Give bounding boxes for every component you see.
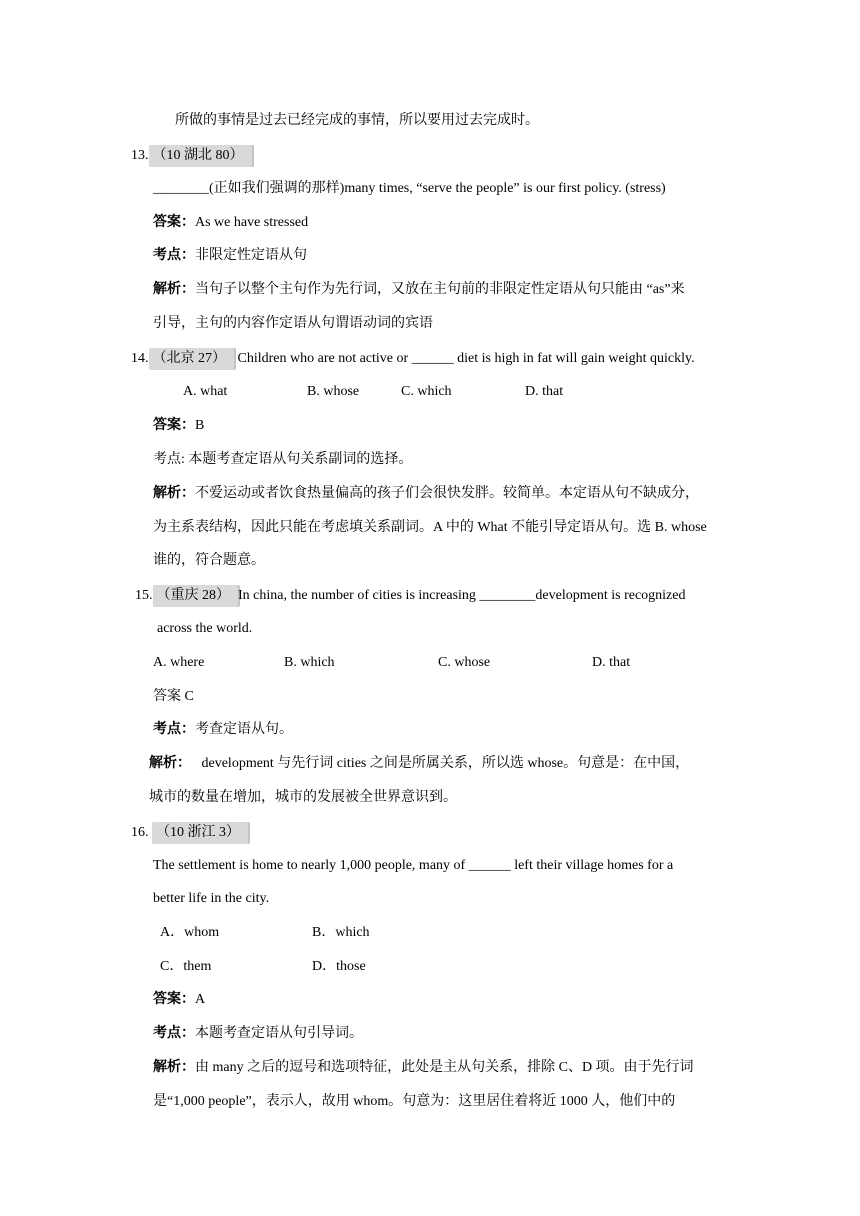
answer-label: 答案： — [153, 418, 195, 433]
question-14-option-a: A. what — [183, 384, 228, 399]
answer-value: B — [195, 418, 205, 433]
question-15-analysis-line2: 城市的数量在增加，城市的发展被全世界意识到。 — [149, 790, 457, 805]
question-text: diet is high in fat will gain weight quickly. — [457, 351, 695, 366]
question-number: 16. — [131, 825, 149, 840]
question-13-analysis-line2: 引导，主句的内容作定语从句谓语动词的宾语 — [153, 316, 433, 331]
question-text: (正如我们强调的那样)many times, “serve the people” is our first policy. (stress) — [209, 181, 666, 196]
question-14-stem — [131, 348, 695, 370]
question-text: In china, the number of cities is increasing ________development is recognized — [238, 588, 686, 603]
question-16-answer — [153, 990, 205, 1010]
source-tag: （北京 27） — [149, 348, 235, 370]
question-16-header — [131, 822, 248, 844]
point-label: 考点： — [153, 248, 195, 263]
question-text: Children who are not active or — [237, 351, 409, 366]
question-16-stem — [153, 856, 673, 876]
question-16-stem-line2: better life in the city. — [153, 891, 270, 906]
question-13-header — [131, 145, 252, 167]
question-14-option-d: D. that — [525, 384, 564, 399]
question-14-analysis-line2: 为主系表结构，因此只能在考虑填关系副词。A 中的 What 不能引导定语从句。选 B. whose — [153, 520, 707, 535]
point-text: 考查定语从句。 — [195, 722, 293, 737]
analysis-text: 由 many 之后的逗号和选项特征，此处是主从句关系，排除 C、D 项。由于先行词 — [195, 1060, 694, 1075]
question-text: The settlement is home to nearly 1,000 people, many of — [153, 858, 466, 873]
point-label: 考点： — [153, 722, 195, 737]
question-number: 14. — [131, 351, 149, 366]
source-tag: （重庆 28） — [153, 585, 239, 607]
question-15-analysis-line1 — [149, 754, 689, 774]
point-text: 非限定性定语从句 — [195, 248, 307, 263]
question-15-option-a: A. where — [153, 655, 205, 670]
answer-label: 答案： — [153, 215, 195, 230]
question-number: 13. — [131, 148, 149, 163]
answer-value: A — [195, 992, 206, 1007]
question-13-point — [153, 246, 307, 266]
answer-blank: ______ — [411, 351, 454, 366]
question-15-point — [153, 720, 293, 740]
q12-explanation-tail: 所做的事情是过去已经完成的事情，所以要用过去完成时。 — [175, 113, 539, 128]
question-14-analysis-line1 — [153, 484, 699, 504]
answer-blank: ________ — [153, 181, 209, 196]
source-tag: （10 浙江 3） — [152, 822, 248, 844]
question-14-option-b: B. whose — [307, 384, 360, 399]
question-15-answer: 答案 C — [153, 689, 194, 704]
question-15-stem — [135, 585, 685, 607]
question-14-analysis-line3: 谁的，符合题意。 — [153, 553, 265, 568]
point-label: 考点： — [153, 1026, 195, 1041]
question-16-analysis-line2: 是“1,000 people”，表示人，故用 whom。句意为：这里居住着将近 1000 人，他们中的 — [153, 1094, 676, 1109]
question-16-option-b: B．which — [312, 925, 370, 940]
question-15-option-b: B. which — [284, 655, 335, 670]
analysis-label: 解析： — [149, 756, 191, 771]
question-16-point — [153, 1024, 363, 1044]
answer-value: As we have stressed — [195, 215, 309, 230]
analysis-text: 不爱运动或者饮食热量偏高的孩子们会很快发胖。较简单。本定语从句不缺成分， — [195, 486, 699, 501]
answer-label: 答案： — [153, 992, 195, 1007]
analysis-text: 当句子以整个主句作为先行词，又放在主句前的非限定性定语从句只能由 “as”来 — [195, 282, 685, 297]
analysis-label: 解析： — [153, 282, 195, 297]
question-16-option-a: A．whom — [160, 925, 220, 940]
source-tag: （10 湖北 80） — [149, 145, 252, 167]
question-text: left their village homes for a — [514, 858, 674, 873]
analysis-text: development 与先行词 cities 之间是所属关系，所以选 whose。句意是：在中国， — [201, 756, 690, 771]
question-14-point: 考点: 本题考查定语从句关系副词的选择。 — [153, 452, 413, 467]
question-15-option-d: D. that — [592, 655, 631, 670]
analysis-label: 解析： — [153, 486, 195, 501]
question-13-analysis-line1 — [153, 280, 685, 300]
question-number: 15. — [135, 588, 153, 603]
question-14-answer — [153, 416, 204, 436]
analysis-label: 解析： — [153, 1060, 195, 1075]
answer-blank: ______ — [468, 858, 511, 873]
question-15-stem-line2: across the world. — [157, 621, 253, 636]
point-text: 本题考查定语从句引导词。 — [195, 1026, 363, 1041]
question-15-option-c: C. whose — [438, 655, 491, 670]
question-13-stem — [153, 179, 666, 199]
question-16-analysis-line1 — [153, 1058, 694, 1078]
question-16-option-d: D．those — [312, 959, 366, 974]
question-14-option-c: C. which — [401, 384, 452, 399]
question-13-answer — [153, 213, 308, 233]
question-16-option-c: C．them — [160, 959, 212, 974]
